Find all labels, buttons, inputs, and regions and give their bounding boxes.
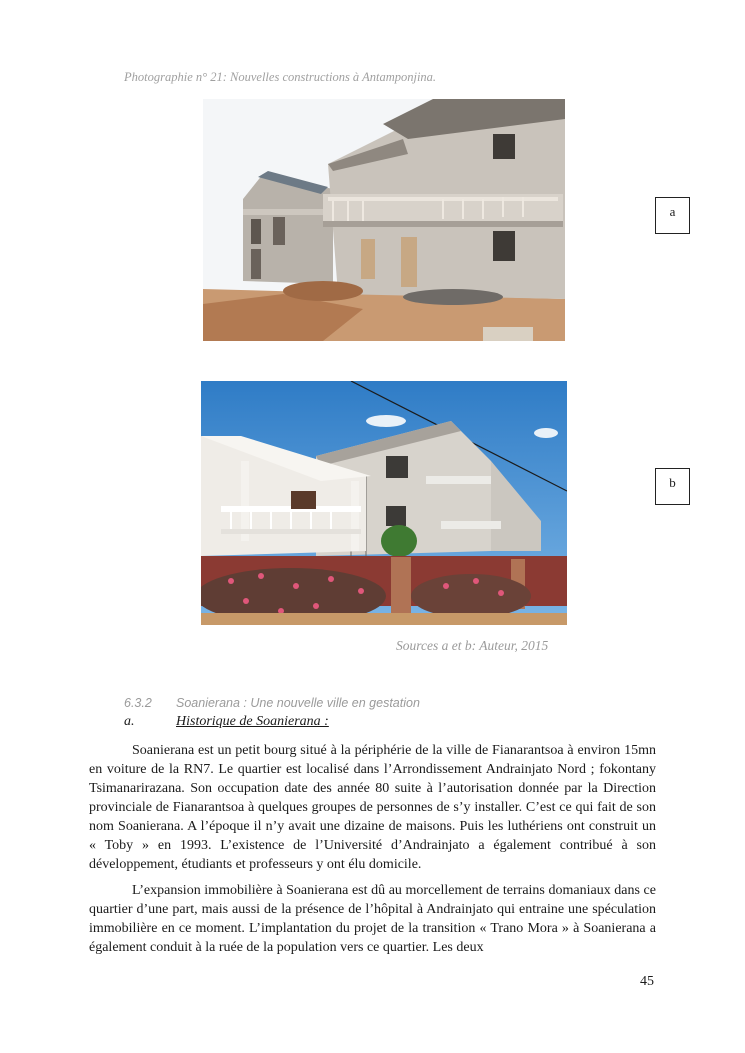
section-title: Soanierana : Une nouvelle ville en gestation (176, 696, 420, 710)
photo-a-new-construction (203, 99, 565, 341)
subsection-number: a. (124, 714, 135, 729)
photo-label-a: a (655, 197, 690, 234)
section-heading (124, 696, 420, 710)
paragraph-2: L’expansion immobilière à Soanierana est dû au morcellement de terrains domaniaux dans ce quartier d’une part, mais aussi de la présence de l’hôpital à Andrainjato qui entraine une spéculation immobilière en ce moment. L’implantation du projet de la transition « Trano Mora » à Soanierana a également conduit à la ruée de la population vers ce quartier. Les deux (89, 883, 656, 955)
figure-caption: Photographie n° 21: Nouvelles constructions à Antamponjina. (124, 70, 437, 84)
paragraph-1: Soanierana est un petit bourg situé à la périphérie de la ville de Fianarantsoa à environ 15mn en voiture de la RN7. Le quartier est localisé dans l’Arrondissement Andrainjato Nord ; fokontany Tsimanarirazana. Son occupation date des année 80 suite à l’autorisation donnée par la Direction provinciale de Fianarantsoa à quelques groupes de personnes de s’y installer. C’est ce qui fait de son nom Soanierana. A l’époque il n’y avait une dizaine de maisons. Puis les luthériens ont construit un « Toby » en 1993. L’existence de l’Université d’Andrainjato a également contribué à son développement, étudiants et professeurs y ont élu domicile. (89, 743, 656, 872)
section-number: 6.3.2 (124, 696, 152, 710)
subsection-heading (124, 714, 329, 730)
subsection-title: Historique de Soanierana : (176, 714, 329, 729)
page-number: 45 (640, 974, 654, 989)
photo-b-new-construction (201, 381, 567, 625)
photo-label-b: b (655, 468, 690, 505)
figure-sources: Sources a et b: Auteur, 2015 (396, 638, 549, 653)
